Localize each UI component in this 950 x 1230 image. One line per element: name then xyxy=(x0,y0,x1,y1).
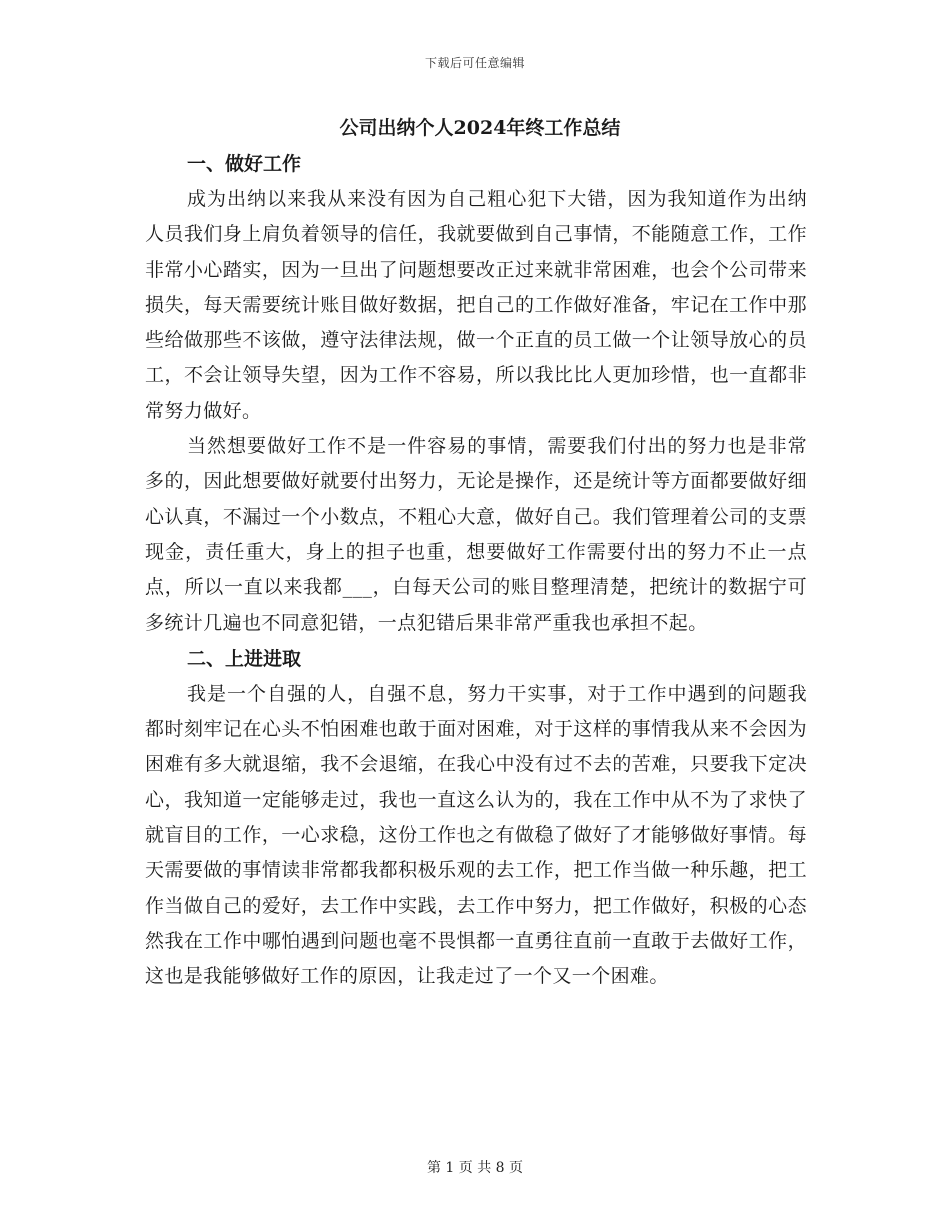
page-footer: 第 1 页 共 8 页 xyxy=(426,1160,524,1176)
paragraph-1: 成为出纳以来我从来没有因为自己粗心犯下大错，因为我知道作为出纳人员我们身上肩负着领导的信任，我就要做到自己事情，不能随意工作，工作非常小心踏实，因为一旦出了问题想要改正过来就非常困难，也会个公司带来损失，每天需要统计账目做好数据，把自己的工作做好准备，牢记在工作中那些给做那些不该做，遵守法律法规，做一个正直的员工做一个让领导放心的员工，不会让领导失望，因为工作不容易，所以我比比人更加珍惜，也一直都非常努力做好。 xyxy=(145,188,807,422)
header-note: 下载后可任意编辑 xyxy=(424,56,525,70)
paragraph-3: 我是一个自强的人，自强不息，努力干实事，对于工作中遇到的问题我都时刻牢记在心头不怕困难也敢于面对困难，对于这样的事情我从来不会因为困难有多大就退缩，我不会退缩，在我心中没有过不去的苦难，只要我下定决心，我知道一定能够走过，我也一直这么认为的，我在工作中从不为了求快了就盲目的工作，一心求稳，这份工作也之有做稳了做好了才能够做好事情。每天需要做的事情读非常都我都积极乐观的去工作，把工作当做一种乐趣，把工作当做自己的爱好，去工作中实践，去工作中努力，把工作做好，积极的心态然我在工作中哪怕遇到问题也毫不畏惧都一直勇往直前一直敢于去做好工作，这也是我能够做好工作的原因，让我走过了一个又一个困难。 xyxy=(145,682,807,988)
paragraph-2: 当然想要做好工作不是一件容易的事情，需要我们付出的努力也是非常多的，因此想要做好就要付出努力，无论是操作，还是统计等方面都要做好细心认真，不漏过一个小数点，不粗心大意，做好自己。我们管理着公司的支票现金，责任重大，身上的担子也重，想要做好工作需要付出的努力不止一点点，所以一直以来我都___，白每天公司的账目整理清楚，把统计的数据宁可多统计几遍也不同意犯错，一点犯错后果非常严重我也承担不起。 xyxy=(145,435,807,634)
document-title: 公司出纳个人2024年终工作总结 xyxy=(339,117,621,139)
section-heading-2: 二、上进进取 xyxy=(187,647,302,670)
section-heading-1: 一、做好工作 xyxy=(187,153,302,175)
document-body xyxy=(145,110,807,995)
